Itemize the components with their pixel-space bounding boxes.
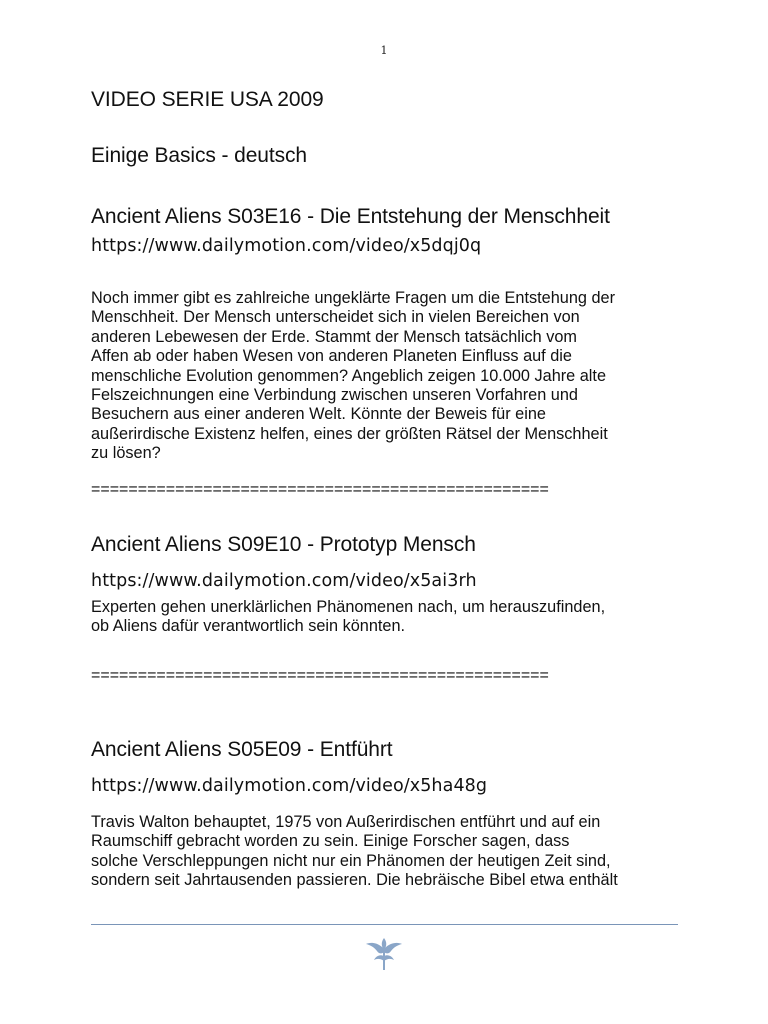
description-line: Raumschiff gebracht worden zu sein. Einige Forscher sagen, dass: [91, 832, 570, 851]
section-url-1[interactable]: https://www.dailymotion.com/video/x5dqj0q: [91, 236, 482, 256]
description-line: sondern seit Jahrtausenden passieren. Die hebräische Bibel etwa enthält: [91, 871, 618, 890]
page-number: 1: [380, 44, 388, 57]
fleur-ornament-icon: [364, 932, 404, 972]
description-line: zu lösen?: [91, 444, 161, 463]
section-url-2[interactable]: https://www.dailymotion.com/video/x5ai3rh: [91, 571, 477, 591]
description-line: Besuchern aus einer anderen Welt. Könnte der Beweis für eine: [91, 405, 546, 424]
description-line: menschliche Evolution genommen? Angeblich zeigen 10.000 Jahre alte: [91, 366, 607, 385]
section-url-3[interactable]: https://www.dailymotion.com/video/x5ha48g: [91, 776, 488, 796]
section-description-3: [91, 813, 691, 891]
description-line: außerirdische Existenz helfen, eines der größten Rätsel der Menschheit: [91, 424, 608, 443]
description-line: Travis Walton behauptet, 1975 von Außerirdischen entführt und auf ein: [91, 813, 601, 831]
document-subheading: Einige Basics - deutsch: [91, 144, 307, 167]
description-line: solche Verschleppungen nicht nur ein Phänomen der heutigen Zeit sind,: [91, 851, 611, 870]
description-line: anderen Lebewesen der Erde. Stammt der Mensch tatsächlich vom: [91, 327, 577, 346]
section-title-3: Ancient Aliens S05E09 - Entführt: [91, 738, 393, 761]
description-line: Menschheit. Der Mensch unterscheidet sich in vielen Bereichen von: [91, 308, 580, 327]
section-description-2: [91, 598, 691, 637]
document-heading: VIDEO SERIE USA 2009: [91, 88, 324, 111]
separator-line-2: =================================================: [91, 667, 549, 684]
section-description-1: [91, 289, 691, 464]
description-line: Noch immer gibt es zahlreiche ungeklärte Fragen um die Entstehung der: [91, 289, 615, 307]
section-title-2: Ancient Aliens S09E10 - Prototyp Mensch: [91, 533, 476, 556]
description-line: ob Aliens dafür verantwortlich sein könnten.: [91, 617, 406, 636]
section-title-1: Ancient Aliens S03E16 - Die Entstehung der Menschheit: [91, 205, 610, 228]
separator-line-1: =================================================: [91, 481, 549, 498]
description-line: Affen ab oder haben Wesen von anderen Planeten Einfluss auf die: [91, 347, 572, 366]
footer-rule: [91, 924, 678, 925]
description-line: Experten gehen unerklärlichen Phänomenen nach, um herauszufinden,: [91, 598, 606, 616]
description-line: Felszeichnungen eine Verbindung zwischen unseren Vorfahren und: [91, 386, 578, 405]
